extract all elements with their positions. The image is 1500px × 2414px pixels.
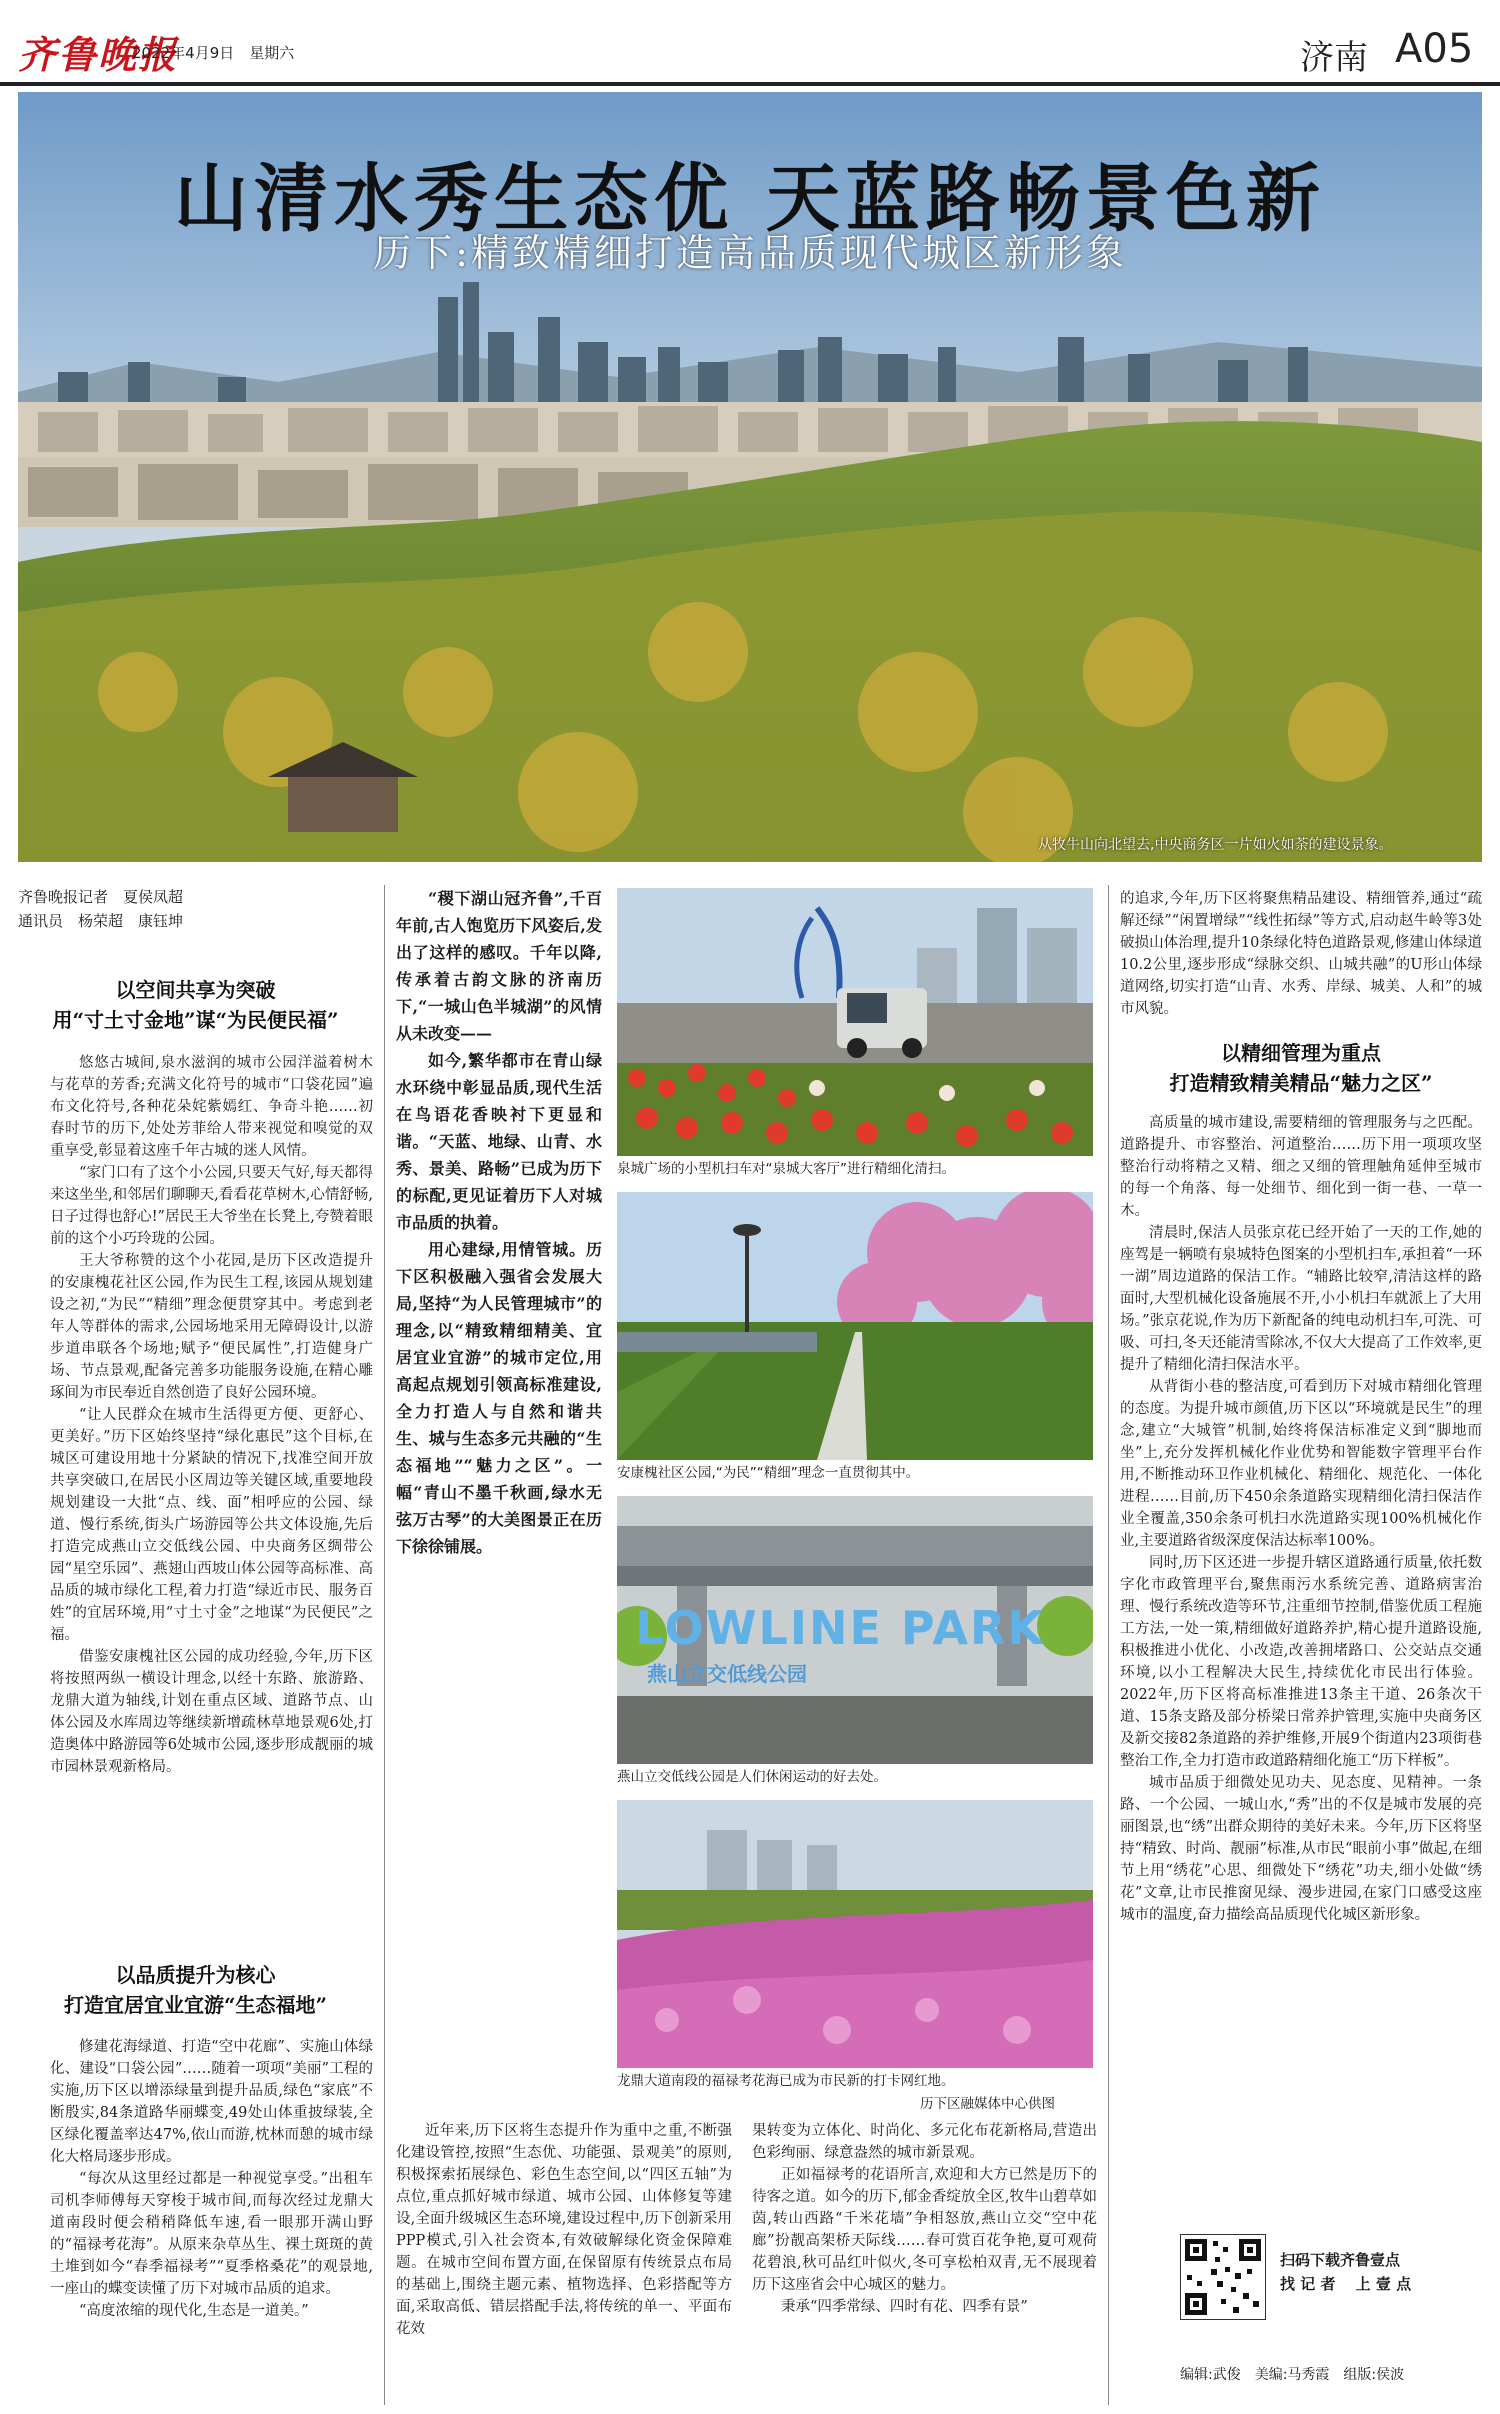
inset-paragraph: 用心建绿,用情管城。历下区积极融入强省会发展大局,坚持“为人民管理城市”的理念,以“精致精细精美、宜居宜业宜游”的城市定位,用高起点规划引领高标准建设,全力打造人与自然和谐共生、城与生态多元共融的“生态福地”“魅力之区”。一幅“青山不墨千秋画,绿水无弦万古琴”的大美图景正在历下徐徐铺展。 [396,1240,602,1556]
section2-paragraph: “每次从这里经过都是一种视觉享受。”出租车司机李师傅每天穿梭于城市间,而每次经过龙鼎大道南段时便会稍稍降低车速,看一眼那开满山野的“福禄考花海”。从原来杂草丛生、裸土斑斑的黄土堆到如今“春季福禄考”“夏季格桑花”的观景地,一座山的蝶变读懂了历下对城市品质的追求。 [50,2171,373,2297]
photo-credit: 历下区融媒体中心供图 [920,2096,1055,2112]
section2-paragraph: 修建花海绿道、打造“空中花廊”、实施山体绿化、建设“口袋公园”……随着一项项“美丽”工程的实施,历下区以增添绿量到提升品质,绿色“家底”不断殷实,84条道路华丽蝶变,49处山体重披绿装,全区绿化覆盖率达47%,依山而游,枕林而憩的城市绿化大格局逐步形成。 [50,2039,373,2165]
sub-headline: 历下:精致精细打造高品质现代城区新形象 [373,231,1127,275]
inset-paragraph: “稷下湖山冠齐鲁”,千百年前,古人饱览历下风姿后,发出了这样的感叹。千年以降,传承着古韵文脉的济南历下,“一城山色半城湖”的风情从未改变—— [396,889,602,1043]
lowline-park-sign: LOWLINE PARK [635,1601,1046,1655]
section1-paragraph: “家门口有了这个小公园,只要天气好,每天都得来这坐坐,和邻居们聊聊天,看看花草树木,心情舒畅,日子过得也舒心!”居民王大爷坐在长凳上,夸赞着眼前的这个小巧玲珑的公园。 [50,1165,373,1247]
qr-download-text [1280,2248,1411,2296]
section3-intro-text: 的追求,今年,历下区将聚焦精品建设、精细管养,通过“疏解还绿”“闲置增绿”“线性拓绿”等方式,启动赵牛岭等3处破损山体治理,提升10条绿化特色道路景观,修建山体绿道10.2公里,逐步形成“绿脉交织、山城共融”的U形山体绿道网络,切实打造“山青、水秀、岸绿、城美、人和”的城市风貌。 [1120,891,1482,1017]
page-number: A05 [1395,26,1474,72]
bottom-column-right [752,2120,1097,2318]
section3-paragraph: 清晨时,保洁人员张京花已经开始了一天的工作,她的座驾是一辆喷有泉城特色图案的小型机扫车,承担着“一环一湖”周边道路的保洁工作。“辅路比较窄,清洁这样的路面时,大型机械化设备施展不开,小小机扫车就派上了大用场。”张京花说,作为历下新配备的纯电动机扫车,可洗、可吸、可扫,冬天还能清雪除冰,不仅大大提高了工作效率,更提升了精细化清扫保洁水平。 [1120,1225,1482,1373]
section2-heading [18,1960,373,2020]
main-headline: 山清水秀生态优 天蓝路畅景色新 [174,156,1326,242]
qr-line2: 找 记 者 上 壹 点 [1280,2275,1412,2293]
byline-reporter: 齐鲁晚报记者 夏侯凤超 [18,888,184,906]
section2-body [50,2036,373,2322]
bottom-column-left [396,2120,732,2340]
column-divider [1108,885,1109,2405]
section3-paragraph: 同时,历下区还进一步提升辖区道路通行质量,依托数字化市政管理平台,聚焦雨污水系统完善、道路病害治理、慢行系统改造等环节,注重细节控制,借鉴优质工程施工方法,一处一策,精细做好道路养护,精心提升道路设施,积极推进小优化、小改造,改善拥堵路口、公交站点交通环境,以小工程解决大民生,持续优化市民出行体验。2022年,历下区将高标准推进13条主干道、26条次干道、15条支路及部分桥梁日常养护管理,实施中央商务区及新交接82条道路的养护维修,开展9个街道内23项街巷整治工作,全力打造市政道路精细化施工“历下样板”。 [1120,1555,1482,1769]
bottom-paragraph: 秉承“四季常绿、四时有花、四季有景” [781,2299,1028,2315]
header-rule [0,82,1500,86]
lowline-park-sign-cn: 燕山立交低线公园 [647,1662,807,1686]
issue-date: 2022年4月9日 星期六 [132,44,295,62]
section3-intro [1120,888,1482,1020]
inset-paragraph: 如今,繁华都市在青山绿水环绕中彰显品质,现代生活在鸟语花香映衬下更显和谐。“天蓝、地绿、山青、水秀、景美、路畅”已成为历下的标配,更见证着历下人对城市品质的执着。 [396,1051,602,1232]
photo-community-park [617,1192,1093,1460]
photo-street-sweeper [617,888,1093,1156]
photo1-caption: 泉城广场的小型机扫车对“泉城大客厅”进行精细化清扫。 [617,1161,955,1177]
hero-photo-caption: 从牧牛山向北望去,中央商务区一片如火如荼的建设景象。 [1038,837,1393,853]
section1-paragraph: “让人民群众在城市生活得更方便、更舒心、更美好。”历下区始终坚持“绿化惠民”这个目标,在城区可建设用地十分紧缺的情况下,找准空间开放共享突破口,在居民小区周边等关键区域,重要地段规划建设一大批“点、线、面”相呼应的公园、绿道、慢行系统,街头广场游园等公共文体设施,先后打造完成燕山立交低线公园、中央商务区绸带公园“星空乐园”、燕翅山西坡山体公园等高标准、高品质的城市绿化工程,着力打造“绿近市民、服务百姓”的宜居环境,用“寸土寸金”之地谋“为民便民”之福。 [50,1407,373,1643]
byline [18,885,378,933]
section1-heading [18,975,373,1035]
section2-paragraph: “高度浓缩的现代化,生态是一道美。” [79,2303,309,2319]
qr-code[interactable] [1180,2234,1266,2320]
newspaper-masthead: 齐鲁晚报 [18,32,179,77]
section3-paragraph: 城市品质于细微处见功夫、见态度、见精神。一条路、一个公园、一城山水,“秀”出的不仅是城市发展的亮丽图景,也“绣”出群众期待的美好未来。今年,历下区将坚持“精致、时尚、靓丽”标准,从市民“眼前小事”做起,在细节上用“绣花”心思、细微处下“绣花”功夫,细小处做“绣花”文章,让市民推窗见绿、漫步进园,在家门口感受这座城市的温度,奋力描绘高品质现代化城区新形象。 [1120,1775,1482,1923]
section3-heading [1120,1038,1482,1098]
photo3-caption: 燕山立交低线公园是人们休闲运动的好去处。 [617,1769,887,1785]
photo-lowline-park [617,1496,1093,1764]
section3-body [1120,1112,1482,1926]
section1-title-line2: 用“寸土寸金地”谋“为民便民福” [52,1008,339,1032]
section1-body [50,1052,373,1778]
section1-paragraph: 王大爷称赞的这个小花园,是历下区改造提升的安康槐花社区公园,作为民生工程,该园从规划建设之初,“为民”“精细”理念便贯穿其中。考虑到老年人等群体的需求,公园场地采用无障碍设计,以游步道串联各个场地;赋予“便民属性”,打造健身广场、节点景观,配备完善多功能服务设施,在精心雕琢间为市民奉近自然创造了良好公园环境。 [50,1253,373,1401]
section3-title-line2: 打造精致精美精品“魅力之区” [1169,1071,1433,1095]
section3-paragraph: 高质量的城市建设,需要精细的管理服务与之匹配。道路提升、市容整治、河道整治……历下用一项项攻坚整治行动将精之又精、细之又细的管理触角延伸至城市的每一个角落、每一处细节、细化到一街一巷、一草一木。 [1120,1115,1482,1219]
inset-commentary [396,885,602,1560]
photo-phlox-flower-sea [617,1800,1093,2068]
section3-paragraph: 从背街小巷的整洁度,可看到历下对城市精细化管理的态度。为提升城市颜值,历下区以“环境就是民生”的理念,建立“大城管”机制,始终将保洁标准定义到“脚地而坐”上,充分发挥机械化作业优势和智能数字管理平台作用,不断推动环卫作业机械化、精细化、规范化、一体化进程……目前,历下450余条道路实现精细化清扫保洁作业全覆盖,350余条可机扫水洗道路实现100%机械化作业,主要道路省级深度保洁达标率100%。 [1120,1379,1482,1549]
section1-paragraph: 悠悠古城间,泉水滋润的城市公园洋溢着树木与花草的芳香;充满文化符号的城市“口袋花园”遍布文化符号,各种花朵姹紫嫣红、争奇斗艳……初春时节的历下,处处芳菲给人带来视觉和嗅觉的双重享受,彰显着这座千年古城的迷人风情。 [50,1055,373,1159]
editor-credits: 编辑:武俊 美编:马秀霞 组版:侯波 [1180,2367,1405,2383]
photo2-caption: 安康槐社区公园,“为民”“精细”理念一直贯彻其中。 [617,1465,920,1481]
section1-title-line1: 以空间共享为突破 [115,978,276,1002]
section3-title-line1: 以精细管理为重点 [1221,1041,1381,1065]
bottom-paragraph: 近年来,历下区将生态提升作为重中之重,不断强化建设管控,按照“生态优、功能强、景观美”的原则,积极探索拓展绿色、彩色生态空间,以“四区五轴”为点位,重点抓好城市绿道、城市公园、山体修复等建设,全面升级城区生态环境,建设过程中,历下创新采用PPP模式,引入社会资本,有效破解绿化资金保障难题。在城市空间布置方面,在保留原有传统景点布局的基础上,围绕主题元素、植物选择、色彩搭配等方面,采取高低、错层搭配手法,将传统的单一、平面布花效 [396,2123,732,2337]
photo4-caption: 龙鼎大道南段的福禄考花海已成为市民新的打卡网红地。 [617,2073,955,2089]
column-divider [384,885,385,2405]
bottom-paragraph: 正如福禄考的花语所言,欢迎和大方已然是历下的待客之道。如今的历下,郁金香绽放全区,牧牛山碧草如茵,转山西路“千米花墙”争相怒放,燕山立交“空中花廊”扮靓高架桥天际线……春可赏百花争艳,夏可观荷花碧浪,秋可品红叶似火,冬可享松柏双青,无不展现着历下这座省会中心城区的魅力。 [752,2167,1097,2293]
section2-title-line2: 打造宜居宜业宜游“生态福地” [63,1993,327,2017]
section2-title-line1: 以品质提升为核心 [115,1963,276,1987]
byline-correspondents: 通讯员 杨荣超 康钰坤 [18,912,184,930]
section1-paragraph: 借鉴安康槐社区公园的成功经验,今年,历下区将按照两纵一横设计理念,以经十东路、旅游路、龙鼎大道为轴线,计划在重点区域、道路节点、山体公园及水库周边等继续新增疏林草地景观6处,打造奥体中路游园等6处城市公园,逐步形成靓丽的城市园林景观新格局。 [50,1649,373,1775]
qr-line1: 扫码下载齐鲁壹点 [1280,2251,1401,2269]
section-city: 济南 [1300,38,1368,78]
bottom-paragraph: 果转变为立体化、时尚化、多元化布花新格局,营造出色彩绚丽、绿意盎然的城市新景观。 [752,2123,1097,2161]
